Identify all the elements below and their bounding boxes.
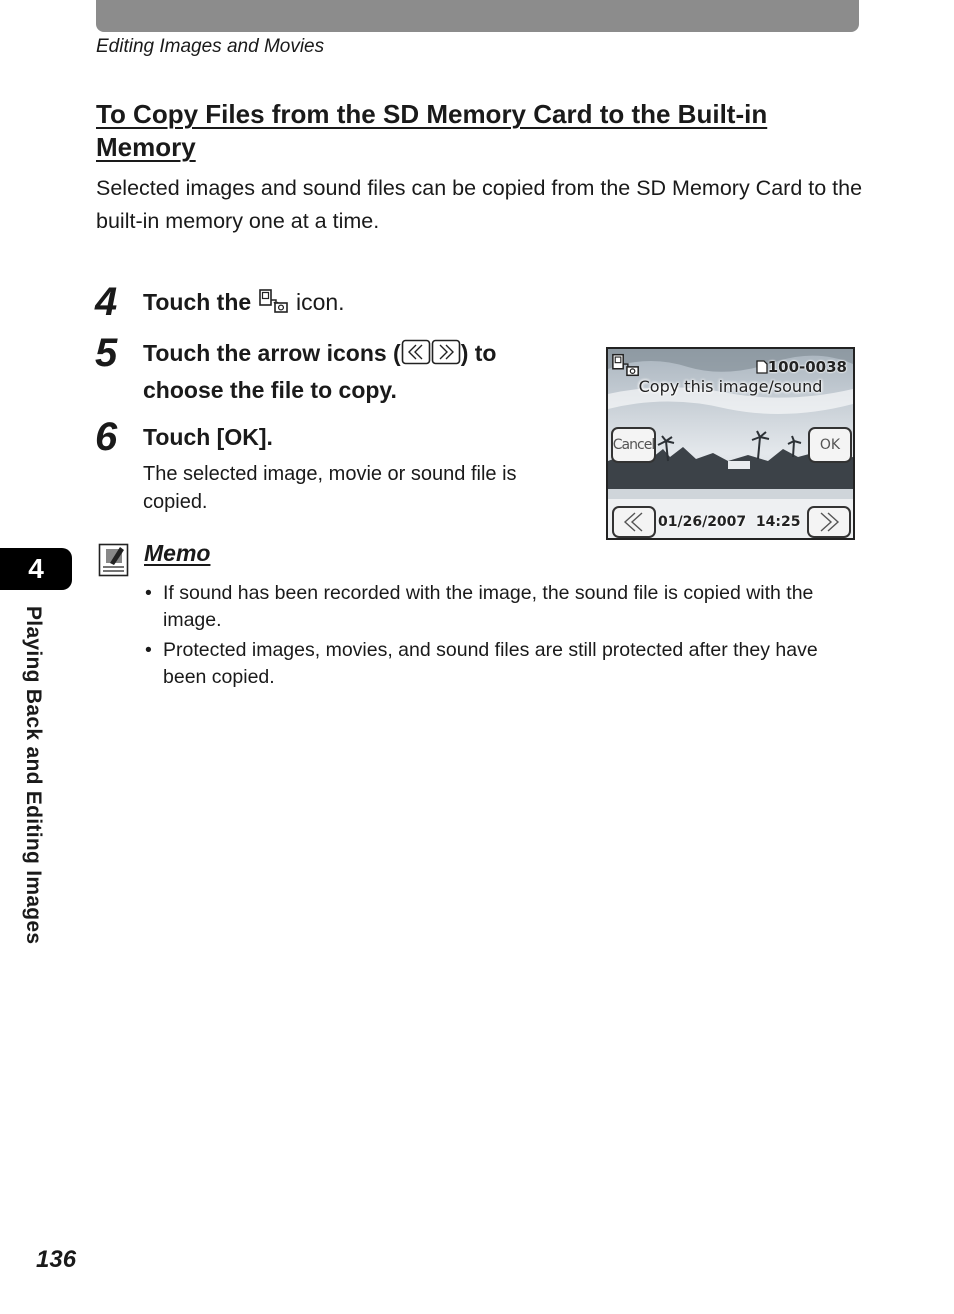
copy-mode-icon xyxy=(611,352,641,378)
step-6-text: Touch [OK]. xyxy=(143,424,273,450)
memo-icon xyxy=(98,543,130,577)
file-number xyxy=(756,358,847,378)
next-file-button[interactable] xyxy=(807,506,851,538)
sd-card-icon xyxy=(756,360,768,378)
memo-list xyxy=(145,580,860,694)
step-5-text-after: ) to choose the file to copy. xyxy=(143,340,497,403)
prev-arrow-icon xyxy=(401,339,431,374)
section-title xyxy=(96,98,836,164)
page-number: 136 xyxy=(36,1246,77,1273)
memo-item-1: • If sound has been recorded with the image, the sound file is copied with the image. xyxy=(145,580,860,634)
ok-button[interactable]: OK xyxy=(808,427,852,463)
step-4-text xyxy=(143,286,345,323)
file-number-text: 100-0038 xyxy=(767,358,847,376)
section-title-text: To Copy Files from the SD Memory Card to the Built-in Memory xyxy=(96,99,768,162)
next-arrow-icon xyxy=(431,339,461,374)
next-arrow-icon xyxy=(814,510,844,534)
chapter-label: Playing Back and Editing Images xyxy=(22,606,45,945)
copy-message: Copy this image/sound xyxy=(638,377,823,396)
memo-item-2: • Protected images, movies, and sound files are still protected after they have been copied. xyxy=(145,637,860,691)
running-head: Editing Images and Movies xyxy=(96,36,325,57)
camera-screen xyxy=(606,347,855,540)
step-6-note: The selected image, movie or sound file is copied. xyxy=(143,463,517,513)
cancel-button[interactable]: Cancel xyxy=(611,427,656,463)
section-intro: Selected images and sound files can be copied from the SD Memory Card to the built-in memory one at a time. xyxy=(96,176,863,233)
prev-arrow-icon xyxy=(619,510,649,534)
time-text: 14:25 xyxy=(755,514,801,530)
step-5-text-before: Touch the arrow icons ( xyxy=(143,340,401,366)
date-time-stamp xyxy=(658,514,800,530)
chapter-tab: 4 xyxy=(0,548,72,590)
step-4-text-before: Touch the xyxy=(143,289,252,315)
copy-icon xyxy=(258,288,290,323)
header-bar xyxy=(96,0,859,32)
step-number-6: 6 xyxy=(95,415,118,459)
step-number-5: 5 xyxy=(95,331,118,375)
step-number-4: 4 xyxy=(95,280,118,324)
previous-file-button[interactable] xyxy=(612,506,656,538)
date-text: 01/26/2007 xyxy=(658,514,747,530)
memo-title: Memo xyxy=(144,540,211,566)
step-4-text-after: icon. xyxy=(295,289,345,315)
step-5-text xyxy=(143,337,573,407)
